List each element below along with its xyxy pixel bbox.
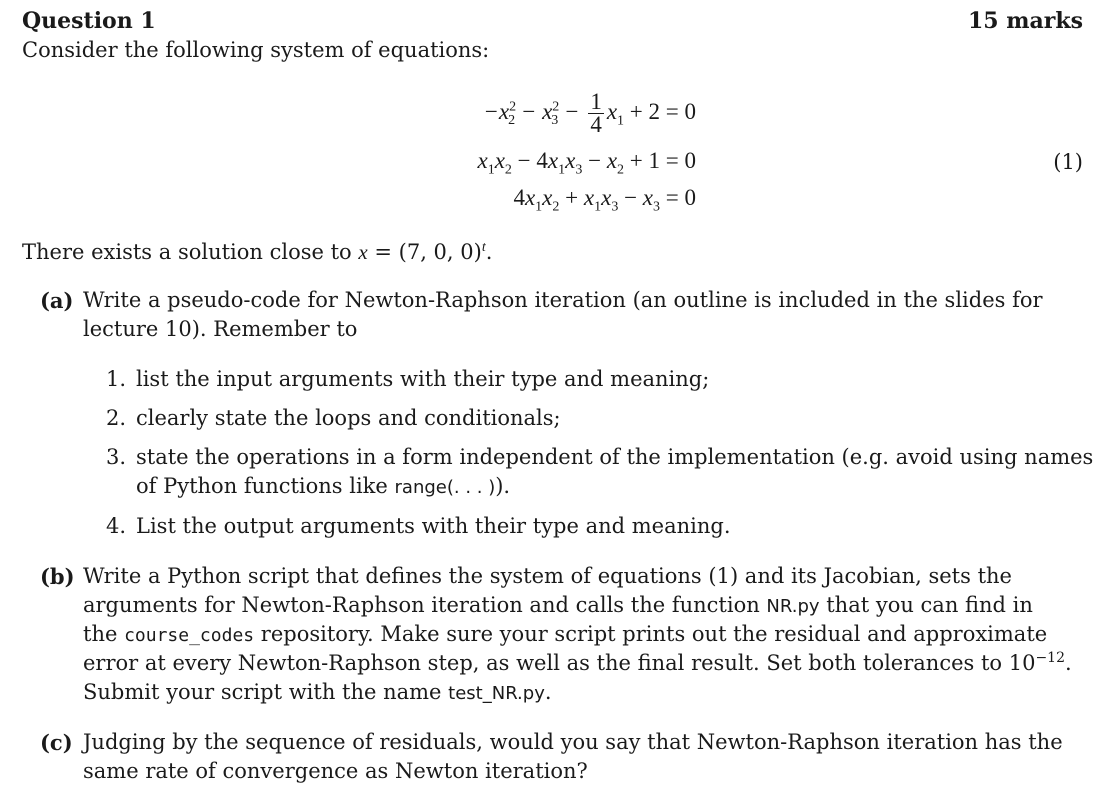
part-c-line2: same rate of convergence as Newton iteration? xyxy=(83,759,588,783)
part-b-line3: the course_codes repository. Make sure your script prints out the residual and approximate xyxy=(83,622,1048,646)
list-item-2-number: 2. xyxy=(106,406,127,430)
part-c-label: (c) xyxy=(40,730,73,755)
question-intro: Consider the following system of equations: xyxy=(22,38,490,62)
list-item-4-number: 4. xyxy=(106,514,127,538)
part-b-line2: arguments for Newton-Raphson iteration and calls the function NR.py that you can find in xyxy=(83,593,1033,617)
equation-3: $4x_1x_2 + x_1x_3 - x_3 = 0$ xyxy=(513,185,696,215)
list-item-1-text: list the input arguments with their type and meaning; xyxy=(136,367,710,391)
code-nr-py: NR.py xyxy=(766,596,820,617)
part-a-line1: Write a pseudo-code for Newton-Raphson iteration (an outline is included in the slides for xyxy=(83,288,1043,312)
part-a-label: (a) xyxy=(40,288,74,313)
code-range: range(. . . ) xyxy=(394,477,496,498)
code-course-codes: course_codes xyxy=(124,625,255,646)
equation-number: (1) xyxy=(1053,150,1083,174)
equation-1: $-x^2_2 - x^2_3$ − $\frac{1}{4}$ $x_1 + 2 = 0$ xyxy=(483,89,696,137)
part-c-line1: Judging by the sequence of residuals, would you say that Newton-Raphson iteration has the xyxy=(83,730,1063,754)
part-b-line5: Submit your script with the name test_NR.py. xyxy=(83,680,552,704)
list-item-1-number: 1. xyxy=(106,367,127,391)
solution-hint: There exists a solution close to x = (7, 0, 0)$^t$. xyxy=(22,240,493,264)
part-b-line1: Write a Python script that defines the system of equations (1) and its Jacobian, sets the xyxy=(83,564,1012,588)
question-marks: 15 marks xyxy=(967,8,1083,34)
part-b-line4: error at every Newton-Raphson step, as well as the final result. Set both tolerances to $10^{-12}$. xyxy=(83,650,1072,675)
list-item-2-text: clearly state the loops and conditionals; xyxy=(136,406,561,430)
list-item-4-text: List the output arguments with their type and meaning. xyxy=(136,514,731,538)
part-b-label: (b) xyxy=(40,564,75,589)
code-test-nr-py: test_NR.py xyxy=(448,683,545,704)
question-title: Question 1 xyxy=(22,8,156,34)
part-a-line2: lecture 10). Remember to xyxy=(83,317,358,341)
list-item-3-line1: state the operations in a form independent of the implementation (e.g. avoid using names xyxy=(136,445,1094,469)
list-item-3-number: 3. xyxy=(106,445,127,469)
list-item-3-line2: of Python functions like range(. . . )). xyxy=(136,474,511,498)
equation-2: $x_1x_2 - 4x_1x_3 - x_2 + 1 = 0$ xyxy=(477,148,696,178)
